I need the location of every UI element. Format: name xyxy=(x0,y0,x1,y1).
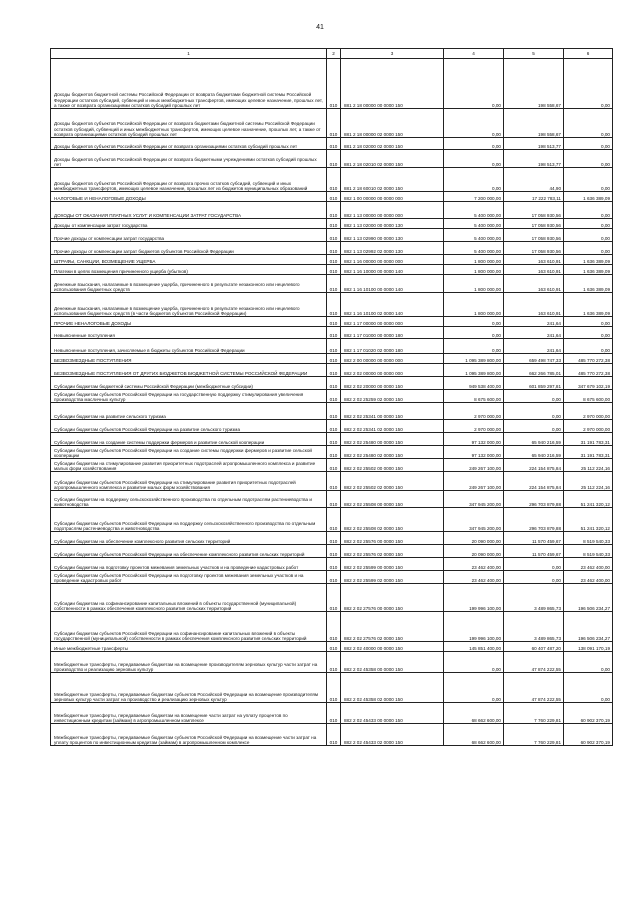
row-budget-code: 882 2 02 45358 00 0000 150 xyxy=(341,652,444,673)
row-plan-amount: 1 800 000,00 xyxy=(444,255,504,265)
row-code: 010 xyxy=(327,491,341,508)
row-executed-amount: 241,64 xyxy=(504,339,564,354)
row-budget-code: 882 2 02 45433 02 0000 150 xyxy=(341,724,444,746)
row-code: 010 xyxy=(327,390,341,403)
row-executed-amount: 662 266 785,01 xyxy=(504,364,564,377)
row-executed-amount: 241,64 xyxy=(504,317,564,327)
table-row xyxy=(51,571,613,584)
row-unexecuted-amount: 2 970 000,00 xyxy=(564,403,613,420)
row-code: 010 xyxy=(327,724,341,746)
row-code: 010 xyxy=(327,265,341,275)
row-code: 010 xyxy=(327,109,341,138)
row-name: БЕЗВОЗМЕЗДНЫЕ ПОСТУПЛЕНИЯ ОТ ДРУГИХ БЮДЖЕТОВ БЮДЖЕТНОЙ СИСТЕМЫ РОССИЙСКОЙ ФЕДЕРАЦИИ xyxy=(51,364,327,377)
row-executed-amount: 659 498 747,33 xyxy=(504,354,564,364)
row-code: 010 xyxy=(327,229,341,242)
row-code: 010 xyxy=(327,242,341,255)
row-code: 010 xyxy=(327,202,341,219)
table-row xyxy=(51,354,613,364)
row-executed-amount: 17 058 930,56 xyxy=(504,242,564,255)
row-plan-amount: 199 996 100,00 xyxy=(444,612,504,642)
row-name: Невыясненные поступления, зачисляемые в бюджеты субъектов Российской Федерации xyxy=(51,339,327,354)
row-name: Субсидии бюджетам субъектов Российской Федерации на государственную поддержку стимулирования увеличения производства масличных культур xyxy=(51,390,327,403)
row-name: Субсидии бюджетам субъектов Российской Федерации на подготовку проектов межевания земельных участков и на проведение кадастровых работ xyxy=(51,571,327,584)
row-name: Субсидии бюджетам субъектов Российской Федерации на стимулирование развития приоритетных подотраслей агропромышленного комплекса и развитие малых форм хозяйствования xyxy=(51,472,327,491)
row-plan-amount: 949 538 400,00 xyxy=(444,377,504,390)
row-budget-code: 881 2 18 00000 02 0000 150 xyxy=(341,109,444,138)
row-code: 010 xyxy=(327,472,341,491)
row-executed-amount: 17 058 930,56 xyxy=(504,229,564,242)
row-executed-amount: 0,00 xyxy=(504,420,564,433)
row-executed-amount: 0,00 xyxy=(504,558,564,571)
row-plan-amount: 199 996 100,00 xyxy=(444,584,504,612)
row-budget-code: 882 1 16 10100 02 0000 140 xyxy=(341,293,444,317)
row-plan-amount: 0,00 xyxy=(444,339,504,354)
table-row xyxy=(51,168,613,192)
row-unexecuted-amount: 1 636 389,09 xyxy=(564,265,613,275)
row-code: 010 xyxy=(327,584,341,612)
row-plan-amount: 0,00 xyxy=(444,317,504,327)
row-unexecuted-amount: 0,00 xyxy=(564,168,613,192)
row-plan-amount: 0,00 xyxy=(444,150,504,168)
row-name: Межбюджетные трансферты, передаваемые бюджетам на возмещение производителям зерновых культур части затрат на производство и реализацию зерновых культур xyxy=(51,652,327,673)
row-executed-amount: 0,00 xyxy=(504,390,564,403)
table-row xyxy=(51,390,613,403)
row-code: 010 xyxy=(327,545,341,558)
row-unexecuted-amount: 25 112 224,16 xyxy=(564,459,613,472)
row-plan-amount: 1 800 000,00 xyxy=(444,293,504,317)
row-unexecuted-amount: 60 902 370,19 xyxy=(564,703,613,724)
table-row xyxy=(51,202,613,219)
row-executed-amount: 17 058 930,56 xyxy=(504,202,564,219)
row-plan-amount: 145 851 400,00 xyxy=(444,642,504,652)
row-name: Субсидии бюджетам субъектов Российской Федерации на развитие сельского туризма xyxy=(51,420,327,433)
row-unexecuted-amount: 0,00 xyxy=(564,202,613,219)
row-name: Субсидии бюджетам субъектов Российской Федерации на софинансирование капитальных вложений в объекты государственной (муниципальной) собственности в рамках обеспечения комплексного развития сельских территорий xyxy=(51,612,327,642)
row-plan-amount: 249 267 100,00 xyxy=(444,472,504,491)
table-row xyxy=(51,339,613,354)
row-code: 010 xyxy=(327,317,341,327)
row-unexecuted-amount: 8 519 540,33 xyxy=(564,545,613,558)
row-executed-amount: 163 610,91 xyxy=(504,293,564,317)
row-unexecuted-amount: 196 506 234,27 xyxy=(564,584,613,612)
row-unexecuted-amount: 0,00 xyxy=(564,219,613,229)
row-unexecuted-amount: 8 675 600,00 xyxy=(564,390,613,403)
row-plan-amount: 1 095 389 800,00 xyxy=(444,354,504,364)
row-plan-amount: 23 462 400,00 xyxy=(444,571,504,584)
row-name: Субсидии бюджетам субъектов Российской Федерации на обеспечение комплексного развития сельских территорий xyxy=(51,545,327,558)
row-unexecuted-amount: 0,00 xyxy=(564,317,613,327)
row-code: 010 xyxy=(327,642,341,652)
row-unexecuted-amount: 485 770 272,38 xyxy=(564,364,613,377)
row-name: Доходы бюджетов субъектов Российской Федерации от возврата бюджетами бюджетной системы Российской Федерации остатков субсидий, субвенций и иных межбюджетных трансфертов, имеющих целевое назначение, прошлых лет, а также от возврата организациями остатков субсидий прошлых лет xyxy=(51,109,327,138)
row-unexecuted-amount: 1 636 389,09 xyxy=(564,275,613,293)
header-col-6: 6 xyxy=(564,49,613,59)
row-executed-amount: 47 874 222,55 xyxy=(504,652,564,673)
row-executed-amount: 3 489 865,73 xyxy=(504,584,564,612)
row-code: 010 xyxy=(327,364,341,377)
row-executed-amount: 198 513,77 xyxy=(504,138,564,150)
row-executed-amount: 11 570 459,67 xyxy=(504,545,564,558)
row-executed-amount: 17 058 930,56 xyxy=(504,219,564,229)
row-name: Доходы бюджетов бюджетной системы Российской Федерации от возврата бюджетами бюджетной системы Российской Федерации остатков субсидий, субвенций и иных межбюджетных трансфертов, имеющих целевое назначение, прошлых лет, а также от возврата организациями остатков субсидий прошлых лет xyxy=(51,59,327,109)
row-executed-amount: 17 222 783,11 xyxy=(504,192,564,202)
table-row xyxy=(51,612,613,642)
row-budget-code: 881 2 18 02000 02 0000 150 xyxy=(341,138,444,150)
row-name: Субсидии бюджетам на развитие сельского туризма xyxy=(51,403,327,420)
row-budget-code: 882 2 02 45358 02 0000 150 xyxy=(341,673,444,703)
row-executed-amount: 296 703 879,88 xyxy=(504,508,564,532)
row-plan-amount: 1 095 389 800,00 xyxy=(444,364,504,377)
row-name: Субсидии бюджетам на обеспечение комплексного развития сельских территорий xyxy=(51,532,327,545)
row-code: 010 xyxy=(327,403,341,420)
row-budget-code: 882 2 02 27576 02 0000 150 xyxy=(341,612,444,642)
table-row xyxy=(51,150,613,168)
row-code: 010 xyxy=(327,293,341,317)
table-row xyxy=(51,673,613,703)
row-name: Субсидии бюджетам на софинансирование капитальных вложений в объекты государственной (муниципальной) собственности в рамках обеспечения комплексного развития сельских территорий xyxy=(51,584,327,612)
row-unexecuted-amount: 25 112 224,16 xyxy=(564,472,613,491)
row-plan-amount: 23 462 400,00 xyxy=(444,558,504,571)
row-code: 010 xyxy=(327,571,341,584)
row-unexecuted-amount: 31 191 783,31 xyxy=(564,433,613,446)
row-plan-amount: 5 400 000,00 xyxy=(444,229,504,242)
row-code: 010 xyxy=(327,275,341,293)
row-plan-amount: 5 400 000,00 xyxy=(444,242,504,255)
table-row xyxy=(51,420,613,433)
table-row xyxy=(51,242,613,255)
row-plan-amount: 0,00 xyxy=(444,138,504,150)
row-unexecuted-amount: 0,00 xyxy=(564,673,613,703)
row-unexecuted-amount: 1 636 389,09 xyxy=(564,293,613,317)
row-unexecuted-amount: 2 970 000,00 xyxy=(564,420,613,433)
row-code: 010 xyxy=(327,558,341,571)
table-row xyxy=(51,532,613,545)
row-executed-amount: 65 940 216,59 xyxy=(504,446,564,459)
table-row xyxy=(51,652,613,673)
row-budget-code: 882 1 17 01020 02 0000 180 xyxy=(341,339,444,354)
row-budget-code: 882 2 00 00000 00 0000 000 xyxy=(341,354,444,364)
table-row xyxy=(51,472,613,491)
page-number: 41 xyxy=(316,24,324,31)
table-row xyxy=(51,265,613,275)
row-unexecuted-amount: 23 462 400,00 xyxy=(564,571,613,584)
row-budget-code: 881 2 18 60010 02 0000 150 xyxy=(341,168,444,192)
row-budget-code: 882 2 02 45433 00 0000 150 xyxy=(341,703,444,724)
header-col-4: 4 xyxy=(444,49,504,59)
table-row xyxy=(51,491,613,508)
row-code: 010 xyxy=(327,138,341,150)
row-executed-amount: 601 859 297,81 xyxy=(504,377,564,390)
row-plan-amount: 0,00 xyxy=(444,109,504,138)
row-plan-amount: 97 132 000,00 xyxy=(444,446,504,459)
row-plan-amount: 0,00 xyxy=(444,652,504,673)
row-budget-code: 882 2 02 25259 02 0000 150 xyxy=(341,390,444,403)
row-plan-amount: 5 400 000,00 xyxy=(444,202,504,219)
row-unexecuted-amount: 60 902 370,19 xyxy=(564,724,613,746)
row-executed-amount: 11 570 459,67 xyxy=(504,532,564,545)
row-budget-code: 881 2 18 02010 02 0000 150 xyxy=(341,150,444,168)
row-name: Доходы бюджетов субъектов Российской Федерации от возврата организациями остатков субсидий прошлых лет xyxy=(51,138,327,150)
row-executed-amount: 198 513,77 xyxy=(504,150,564,168)
table-row xyxy=(51,317,613,327)
row-unexecuted-amount: 1 636 389,09 xyxy=(564,192,613,202)
row-budget-code: 882 1 00 00000 00 0000 000 xyxy=(341,192,444,202)
row-plan-amount: 0,00 xyxy=(444,59,504,109)
row-code: 010 xyxy=(327,612,341,642)
row-code: 010 xyxy=(327,255,341,265)
table-row xyxy=(51,364,613,377)
row-budget-code: 882 2 02 20000 00 0000 150 xyxy=(341,377,444,390)
row-plan-amount: 0,00 xyxy=(444,673,504,703)
row-code: 010 xyxy=(327,168,341,192)
row-budget-code: 882 2 02 27576 00 0000 150 xyxy=(341,584,444,612)
table-row xyxy=(51,558,613,571)
row-unexecuted-amount: 196 506 234,27 xyxy=(564,612,613,642)
table-row xyxy=(51,59,613,109)
header-col-1: 1 xyxy=(51,49,327,59)
row-executed-amount: 0,00 xyxy=(504,403,564,420)
row-plan-amount: 1 800 000,00 xyxy=(444,275,504,293)
table-row xyxy=(51,109,613,138)
row-budget-code: 882 1 13 02990 00 0000 130 xyxy=(341,229,444,242)
table-row xyxy=(51,446,613,459)
header-col-5: 5 xyxy=(504,49,564,59)
table-row xyxy=(51,293,613,317)
row-budget-code: 882 2 02 25599 00 0000 150 xyxy=(341,558,444,571)
table-row xyxy=(51,642,613,652)
row-code: 010 xyxy=(327,459,341,472)
row-name: Платежи в целях возмещения причиненного ущерба (убытков) xyxy=(51,265,327,275)
row-code: 010 xyxy=(327,219,341,229)
row-budget-code: 882 1 16 10100 00 0000 140 xyxy=(341,275,444,293)
row-budget-code: 882 1 13 02992 02 0000 130 xyxy=(341,242,444,255)
row-name: Невыясненные поступления xyxy=(51,327,327,339)
table-row xyxy=(51,229,613,242)
row-budget-code: 882 1 17 00000 00 0000 000 xyxy=(341,317,444,327)
row-name: Денежные взыскания, налагаемые в возмещение ущерба, причиненного в результате незаконного или нецелевого использования бюджетных средств (в части бюджетов субъектов Российской Федерации) xyxy=(51,293,327,317)
row-plan-amount: 249 267 100,00 xyxy=(444,459,504,472)
header-col-2: 2 xyxy=(327,49,341,59)
row-budget-code: 882 2 02 25480 00 0000 150 xyxy=(341,433,444,446)
row-executed-amount: 60 407 487,20 xyxy=(504,642,564,652)
row-plan-amount: 2 970 000,00 xyxy=(444,403,504,420)
row-name: Прочие доходы от компенсации затрат бюджетов субъектов Российской Федерации xyxy=(51,242,327,255)
revenue-table xyxy=(50,48,613,746)
row-budget-code: 882 2 02 25576 00 0000 150 xyxy=(341,532,444,545)
row-executed-amount: 65 940 216,59 xyxy=(504,433,564,446)
row-budget-code: 882 2 02 25502 02 0000 150 xyxy=(341,472,444,491)
row-name: Иные межбюджетные трансферты xyxy=(51,642,327,652)
row-budget-code: 882 2 02 25341 00 0000 150 xyxy=(341,403,444,420)
row-executed-amount: 224 154 875,84 xyxy=(504,459,564,472)
row-code: 010 xyxy=(327,339,341,354)
table-row xyxy=(51,584,613,612)
table-row xyxy=(51,724,613,746)
row-name: Межбюджетные трансферты, передаваемые бюджетам субъектов Российской Федерации на возмещение производителям зерновых культур части затрат на производство и реализацию зерновых культур xyxy=(51,673,327,703)
row-code: 010 xyxy=(327,508,341,532)
row-plan-amount: 8 675 600,00 xyxy=(444,390,504,403)
table-row xyxy=(51,327,613,339)
table-row xyxy=(51,192,613,202)
table-row xyxy=(51,545,613,558)
row-unexecuted-amount: 0,00 xyxy=(564,109,613,138)
row-unexecuted-amount: 31 191 783,31 xyxy=(564,446,613,459)
row-budget-code: 882 2 02 40000 00 0000 150 xyxy=(341,642,444,652)
row-name: ДОХОДЫ ОТ ОКАЗАНИЯ ПЛАТНЫХ УСЛУГ И КОМПЕНСАЦИИ ЗАТРАТ ГОСУДАРСТВА xyxy=(51,202,327,219)
row-code: 010 xyxy=(327,354,341,364)
row-name: Субсидии бюджетам на стимулирование развития приоритетных подотраслей агропромышленного комплекса и развитие малых форм хозяйствования xyxy=(51,459,327,472)
row-executed-amount: 296 703 879,88 xyxy=(504,491,564,508)
row-executed-amount: 163 610,91 xyxy=(504,255,564,265)
row-code: 010 xyxy=(327,377,341,390)
row-name: Денежные взыскания, налагаемые в возмещение ущерба, причиненного в результате незаконного или нецелевого использования бюджетных средств xyxy=(51,275,327,293)
row-executed-amount: 163 610,91 xyxy=(504,275,564,293)
row-name: Субсидии бюджетам на подготовку проектов межевания земельных участков и на проведение кадастровых работ xyxy=(51,558,327,571)
row-plan-amount: 1 800 000,00 xyxy=(444,265,504,275)
row-name: НАЛОГОВЫЕ И НЕНАЛОГОВЫЕ ДОХОДЫ xyxy=(51,192,327,202)
row-name: Субсидии бюджетам субъектов Российской Федерации на поддержку сельскохозяйственного производства по отдельным подотраслям растениеводства и животноводства xyxy=(51,508,327,532)
column-number-header xyxy=(51,49,613,59)
row-executed-amount: 44,90 xyxy=(504,168,564,192)
row-code: 010 xyxy=(327,150,341,168)
row-unexecuted-amount: 0,00 xyxy=(564,242,613,255)
row-unexecuted-amount: 0,00 xyxy=(564,138,613,150)
row-unexecuted-amount: 347 679 102,19 xyxy=(564,377,613,390)
row-budget-code: 882 2 02 25508 02 0000 150 xyxy=(341,508,444,532)
row-unexecuted-amount: 0,00 xyxy=(564,327,613,339)
header-col-3: 3 xyxy=(341,49,444,59)
row-name: БЕЗВОЗМЕЗДНЫЕ ПОСТУПЛЕНИЯ xyxy=(51,354,327,364)
row-unexecuted-amount: 0,00 xyxy=(564,339,613,354)
row-budget-code: 882 1 16 10000 00 0000 140 xyxy=(341,265,444,275)
row-name: Межбюджетные трансферты, передаваемые бюджетам субъектов Российской Федерации на возмещение части затрат на уплату процентов по инвестиционным кредитам (займам) в агропромышленном комплексе xyxy=(51,724,327,746)
row-code: 010 xyxy=(327,652,341,673)
row-unexecuted-amount: 0,00 xyxy=(564,229,613,242)
row-code: 010 xyxy=(327,673,341,703)
row-budget-code: 882 2 02 25508 00 0000 150 xyxy=(341,491,444,508)
row-budget-code: 882 1 13 00000 00 0000 000 xyxy=(341,202,444,219)
row-code: 010 xyxy=(327,59,341,109)
row-budget-code: 882 2 02 00000 00 0000 000 xyxy=(341,364,444,377)
row-plan-amount: 5 400 000,00 xyxy=(444,219,504,229)
row-budget-code: 882 2 02 25480 02 0000 150 xyxy=(341,446,444,459)
row-code: 010 xyxy=(327,192,341,202)
row-code: 010 xyxy=(327,446,341,459)
row-unexecuted-amount: 485 770 272,38 xyxy=(564,354,613,364)
row-name: Доходы бюджетов субъектов Российской Федерации от возврата бюджетными учреждениями остатков субсидий прошлых лет xyxy=(51,150,327,168)
table-row xyxy=(51,508,613,532)
row-unexecuted-amount: 8 519 540,33 xyxy=(564,532,613,545)
table-row xyxy=(51,459,613,472)
row-executed-amount: 0,00 xyxy=(504,571,564,584)
row-plan-amount: 0,00 xyxy=(444,168,504,192)
row-name: Межбюджетные трансферты, передаваемые бюджетам на возмещение части затрат на уплату процентов по инвестиционным кредитам (займам) в агропромышленном комплексе xyxy=(51,703,327,724)
row-executed-amount: 47 874 222,55 xyxy=(504,673,564,703)
table-row xyxy=(51,377,613,390)
row-code: 010 xyxy=(327,420,341,433)
row-unexecuted-amount: 23 462 400,00 xyxy=(564,558,613,571)
row-executed-amount: 198 558,67 xyxy=(504,59,564,109)
row-name: Доходы бюджетов субъектов Российской Федерации от возврата прочих остатков субсидий, субвенций и иных межбюджетных трансфертов, имеющих целевое назначение, прошлых лет из бюджетов муниципальных образований xyxy=(51,168,327,192)
row-executed-amount: 7 760 229,81 xyxy=(504,724,564,746)
row-unexecuted-amount: 138 091 170,19 xyxy=(564,642,613,652)
row-budget-code: 882 2 02 25599 02 0000 150 xyxy=(341,571,444,584)
table-row xyxy=(51,703,613,724)
row-budget-code: 882 1 16 00000 00 0000 000 xyxy=(341,255,444,265)
row-executed-amount: 224 154 875,84 xyxy=(504,472,564,491)
row-budget-code: 881 2 18 00000 00 0000 150 xyxy=(341,59,444,109)
row-budget-code: 882 2 02 25576 02 0000 150 xyxy=(341,545,444,558)
row-name: Субсидии бюджетам на поддержку сельскохозяйственного производства по отдельным подотраслям растениеводства и животноводства xyxy=(51,491,327,508)
row-unexecuted-amount: 0,00 xyxy=(564,59,613,109)
row-unexecuted-amount: 51 241 320,12 xyxy=(564,508,613,532)
row-plan-amount: 2 970 000,00 xyxy=(444,420,504,433)
row-executed-amount: 3 489 865,73 xyxy=(504,612,564,642)
row-unexecuted-amount: 1 636 389,09 xyxy=(564,255,613,265)
row-unexecuted-amount: 0,00 xyxy=(564,652,613,673)
table-row xyxy=(51,403,613,420)
table-row xyxy=(51,219,613,229)
row-plan-amount: 347 945 200,00 xyxy=(444,491,504,508)
row-budget-code: 882 2 02 25341 02 0000 150 xyxy=(341,420,444,433)
row-name: Субсидии бюджетам бюджетной системы Российской Федерации (межбюджетные субсидии) xyxy=(51,377,327,390)
row-code: 010 xyxy=(327,532,341,545)
table-row xyxy=(51,433,613,446)
row-name: Прочие доходы от компенсации затрат государства xyxy=(51,229,327,242)
row-name: Субсидии бюджетам субъектов Российской Федерации на создание системы поддержки фермеров и развитие сельской кооперации xyxy=(51,446,327,459)
table-row xyxy=(51,275,613,293)
row-plan-amount: 20 090 000,00 xyxy=(444,545,504,558)
row-name: Субсидии бюджетам на создание системы поддержки фермеров и развитие сельской кооперации xyxy=(51,433,327,446)
row-executed-amount: 7 760 229,81 xyxy=(504,703,564,724)
row-name: ШТРАФЫ, САНКЦИИ, ВОЗМЕЩЕНИЕ УЩЕРБА xyxy=(51,255,327,265)
row-unexecuted-amount: 51 241 320,12 xyxy=(564,491,613,508)
row-name: Доходы от компенсации затрат государства xyxy=(51,219,327,229)
row-executed-amount: 198 558,67 xyxy=(504,109,564,138)
row-plan-amount: 68 662 600,00 xyxy=(444,703,504,724)
row-name: ПРОЧИЕ НЕНАЛОГОВЫЕ ДОХОДЫ xyxy=(51,317,327,327)
row-plan-amount: 7 200 000,00 xyxy=(444,192,504,202)
row-plan-amount: 347 945 200,00 xyxy=(444,508,504,532)
row-unexecuted-amount: 0,00 xyxy=(564,150,613,168)
row-plan-amount: 68 662 600,00 xyxy=(444,724,504,746)
row-budget-code: 882 2 02 25502 00 0000 150 xyxy=(341,459,444,472)
table-row xyxy=(51,138,613,150)
row-plan-amount: 0,00 xyxy=(444,327,504,339)
table-row xyxy=(51,255,613,265)
row-code: 010 xyxy=(327,327,341,339)
row-code: 010 xyxy=(327,703,341,724)
row-executed-amount: 241,64 xyxy=(504,327,564,339)
row-plan-amount: 97 132 000,00 xyxy=(444,433,504,446)
row-executed-amount: 163 610,91 xyxy=(504,265,564,275)
row-budget-code: 882 1 17 01000 00 0000 180 xyxy=(341,327,444,339)
row-plan-amount: 20 090 000,00 xyxy=(444,532,504,545)
row-code: 010 xyxy=(327,433,341,446)
row-budget-code: 882 1 13 02000 00 0000 130 xyxy=(341,219,444,229)
